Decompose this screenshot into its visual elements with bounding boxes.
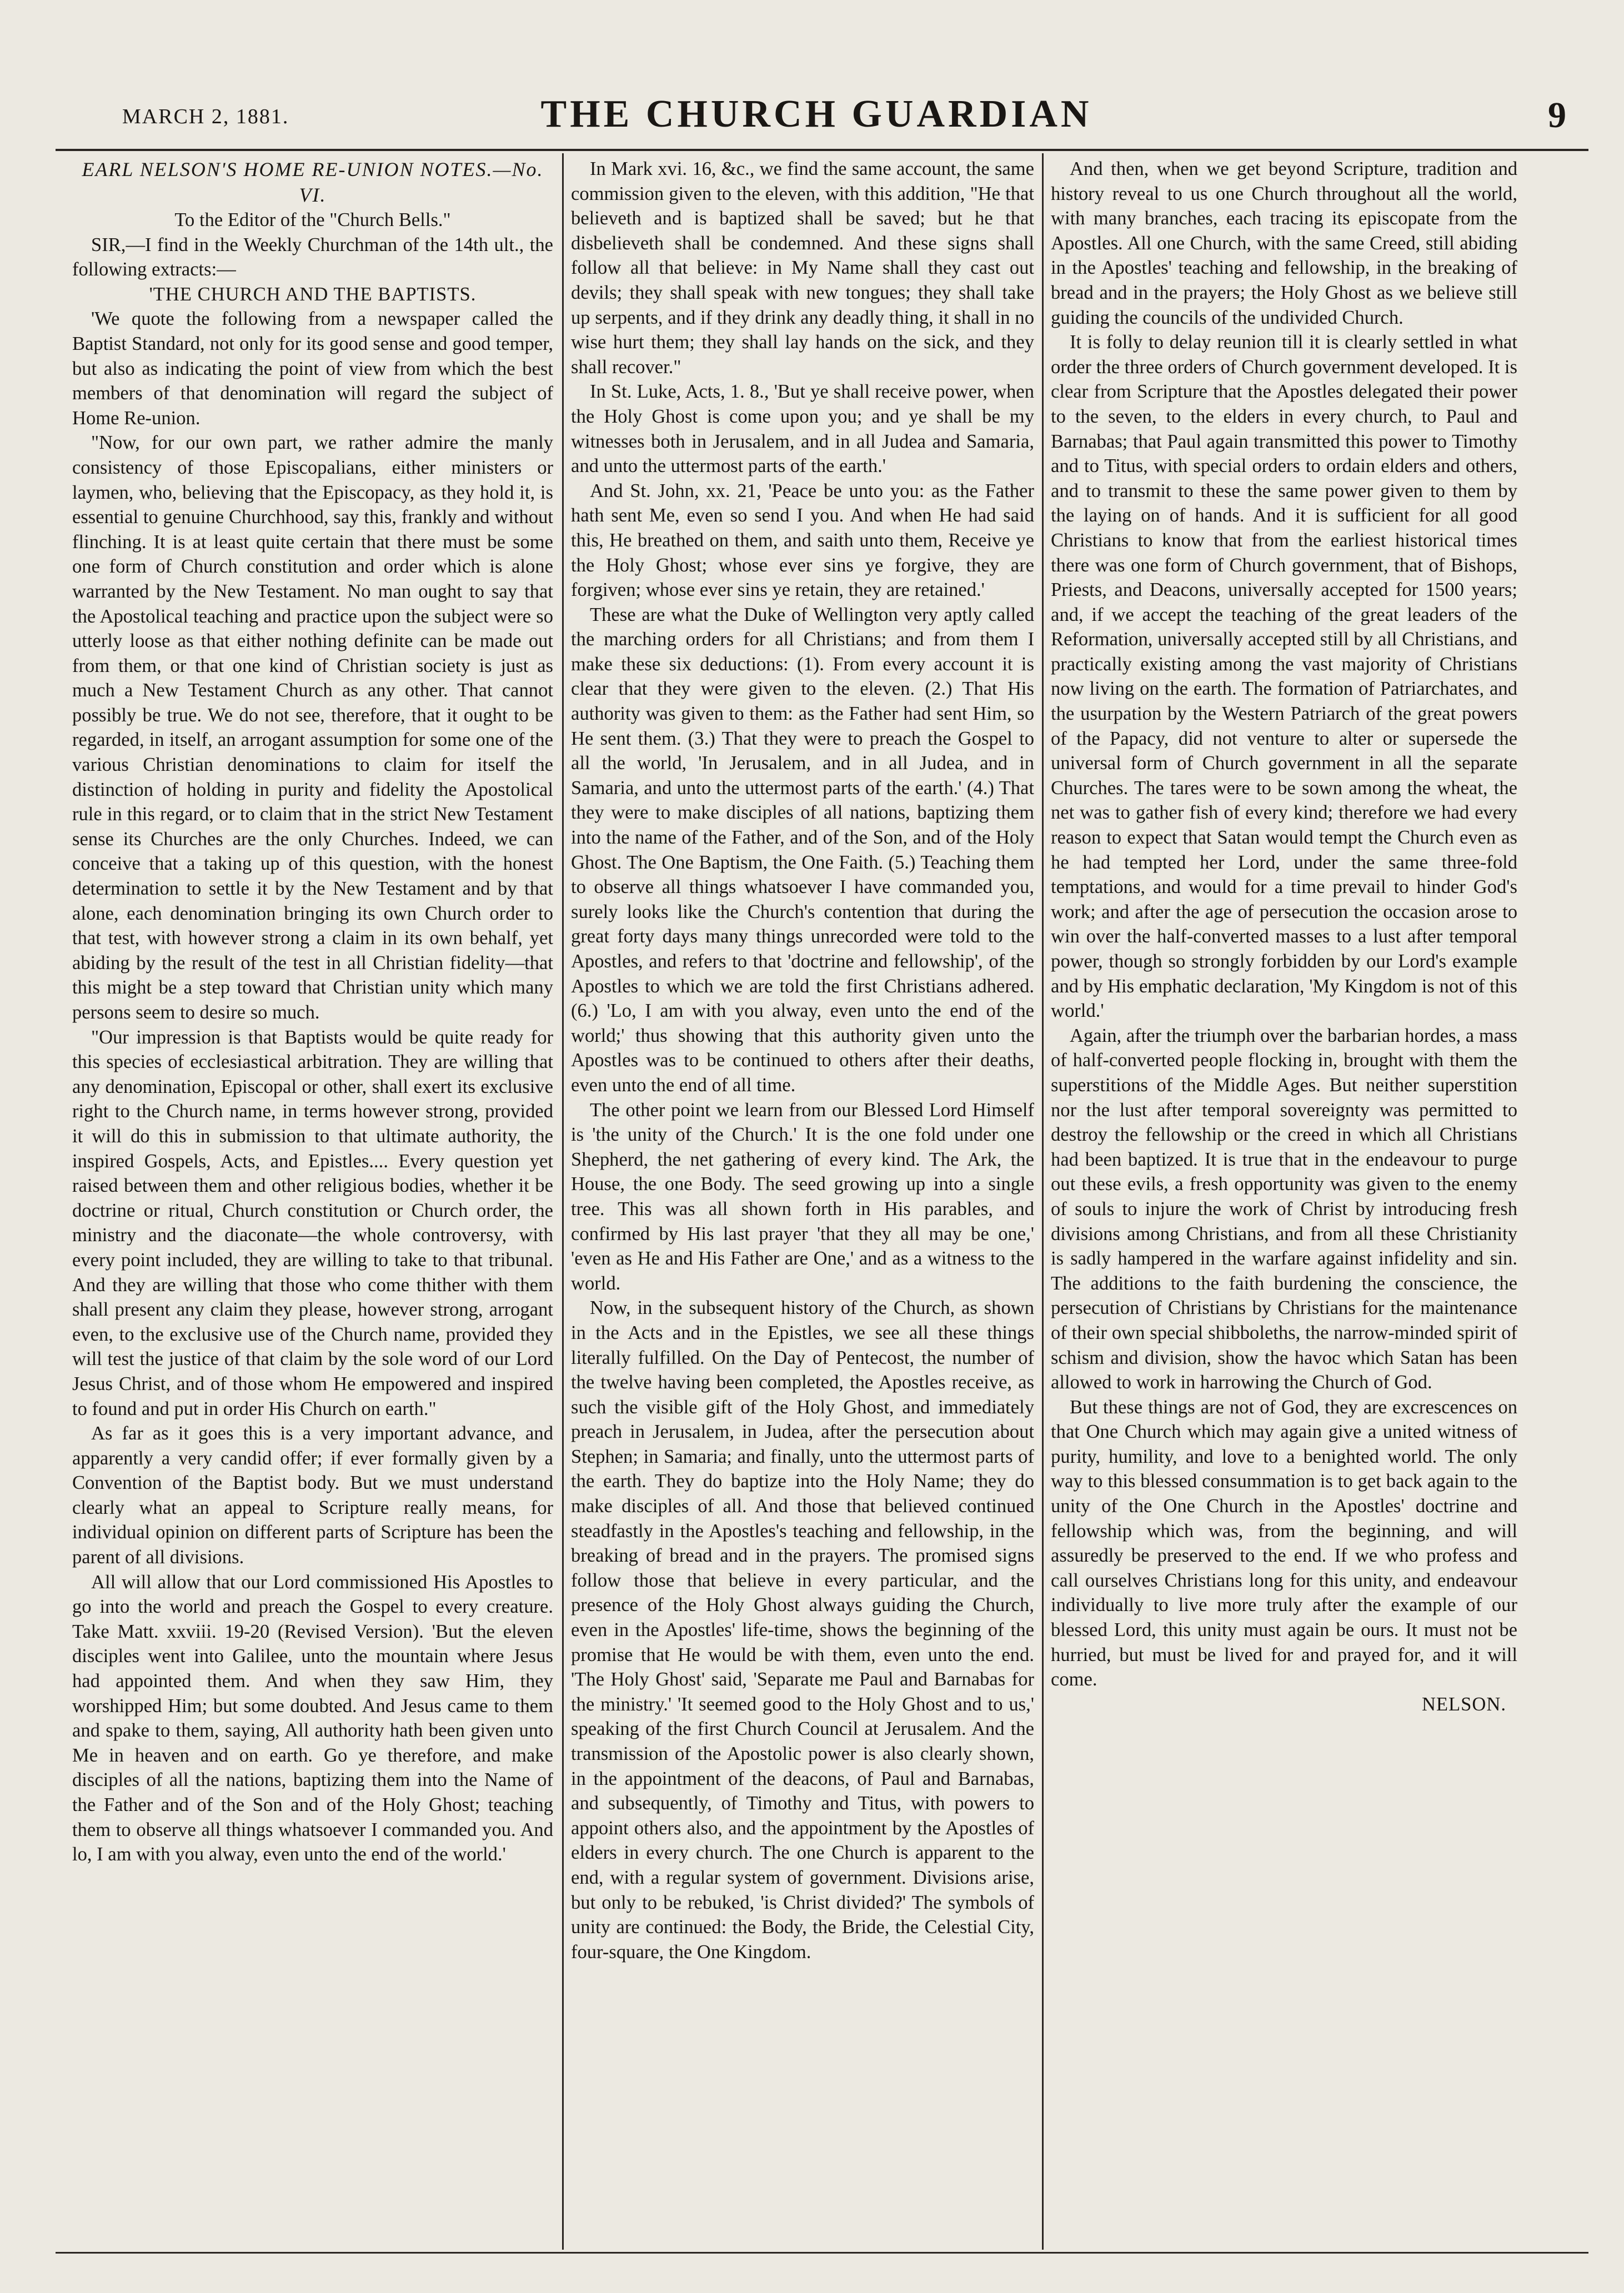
paragraph: In St. Luke, Acts, 1. 8., 'But ye shall receive power, when the Holy Ghost is come upon you; and ye shall be my witnesses both in Jerusalem, and in all Judea and Samaria, and unto the uttermost parts of the earth.' — [571, 381, 1034, 477]
paragraph: It is folly to delay reunion till it is clearly settled in what order the three orders of Church government developed. It is clear from Scripture that the Apostles delegated their power to the seven, to the elders in every church, to Paul and Barnabas; that Paul again transmitted this power to Timothy and to Titus, with special orders to ordain elders and others, and to transmit to these the same power given to them by the laying on of hands. And it is sufficient for all good Christians to know that from the earliest historical times there was one form of Church government, that of Bishops, Priests, and Deacons, universally accepted for 1500 years; and, if we accept the teaching of the great leaders of the Reformation, universally accepted still by all Christians, and practically existing among the vast majority of Christians now living on the earth. The formation of Patriarchates, and the usurpation by the Western Patriarch of the great powers of the Papacy, did not venture to alter or supersede the universal form of Church government in all the separate Churches. The tares were to be sown among the wheat, the net was to gather fish of every kind; therefore we had every reason to expect that Satan would tempt the Church even as he had tempted her Lord, under the same three-fold temptations, and would for a time prevail to hinder God's work; and after the age of persecution the occasion arose to win over the half-converted masses to a lust after temporal power, though so strongly forbidden by our Lord's example and by His emphatic declaration, 'My Kingdom is not of this world.' — [1051, 332, 1517, 1022]
article-heading: EARL NELSON'S HOME RE-UNION NOTES.—No. VI. — [82, 158, 544, 206]
paragraph: And St. John, xx. 21, 'Peace be unto you: as the Father hath sent Me, even so send I you. And when He had said this, He breathed on them, and saith unto them, Receive ye the Holy Ghost; whose ever sins ye forgive, they are forgiven; whose ever sins ye retain, they are retained.' — [571, 480, 1034, 601]
signature: NELSON. — [1421, 1693, 1506, 1715]
paragraph: In Mark xvi. 16, &c., we find the same account, the same commission given to the eleven, with this addition, "He that believeth and is baptized shall be saved; but he that disbelieveth shall be condemned. And these signs shall follow all that believe: in My Name shall they cast out devils; they shall speak with new tongues; they shall take up serpents, and if they drink any deadly thing, it shall in no wise hurt them; they shall lay hands on the sick, and they shall recover." — [571, 158, 1034, 378]
paragraph: All will allow that our Lord commissioned His Apostles to go into the world and preach the Gospel to every creature. Take Matt. xxviii. 19-20 (Revised Version). 'But the eleven disciples went into Galilee, unto the mountain where Jesus had appointed them. And when they saw Him, they worshipped Him; but some doubted. And Jesus came to them and spake to them, saying, All authority hath been given unto Me in heaven and on earth. Go ye therefore, and make disciples of all the nations, baptizing them into the Name of the Father and of the Son and of the Holy Ghost; teaching them to observe all things whatsoever I commanded you. And lo, I am with you alway, even unto the end of the world.' — [72, 1571, 553, 1865]
paragraph: SIR,—I find in the Weekly Churchman of the 14th ult., the following extracts:— — [72, 234, 553, 280]
article-salutation: To the Editor of the "Church Bells." — [174, 209, 451, 230]
paragraph: Again, after the triumph over the barbarian hordes, a mass of half-converted people flocking in, brought with them the superstitions of the Middle Ages. But neither superstition nor the lust after temporal sovereignty was permitted to destroy the fellowship or the creed in which all Christians had been baptized. It is true that in the endeavour to purge out these evils, a fresh opportunity was given to the enemy of souls to injure the work of Christ by introducing fresh divisions among Christians, and from all these Christianity is sadly hampered in the warfare against infidelity and sin. The additions to the faith burdening the conscience, the persecution of Christians by Christians for the maintenance of their own special shibboleths, the narrow-minded spirit of schism and division, show the havoc which Satan has been allowed to work in harrowing the Church of God. — [1051, 1025, 1517, 1393]
newspaper-title: THE CHURCH GUARDIAN — [540, 93, 1092, 136]
issue-date: MARCH 2, 1881. — [122, 105, 289, 128]
paragraph: "Now, for our own part, we rather admire the manly consistency of those Episcopalians, either ministers or laymen, who, believing that the Episcopacy, as they hold it, is essential to genuine Churchhood, say this, frankly and without flinching. It is at least quite certain that there must be some one form of Church constitution and order which is alone warranted by the New Testament. No man ought to say that the Apostolical teaching and practice upon the subject were so utterly loose as that either nothing definite can be made out from them, or that one kind of Christian society is just as much a New Testament Church as any other. That cannot possibly be true. We do not see, therefore, that it ought to be regarded, in itself, an arrogant assumption for some one of the various Christian denominations to claim for itself the distinction of holding in purity and fidelity the Apostolical rule in this regard, or to claim that in the strict New Testament sense its Churches are the only Churches. Indeed, we can conceive that a taking up of this question, with the honest determination to settle it by the New Testament and by that alone, each denomination bringing its own Church order to that test, with however strong a claim in its own behalf, yet abiding by the result of the test in all Christian fidelity—that this might be a step toward that Christian unity which many persons seem to desire so much. — [72, 432, 553, 1023]
paragraph: As far as it goes this is a very important advance, and apparently a very candid offer; if ever formally given by a Convention of the Baptist body. But we must understand clearly what an appeal to Scripture really means, for individual opinion on different parts of Scripture has been the parent of all divisions. — [72, 1423, 553, 1568]
paragraph: 'We quote the following from a newspaper called the Baptist Standard, not only for its good sense and good temper, but also as indicating the point of view from which the best members of that denomination will regard the subject of Home Re-union. — [72, 308, 553, 429]
column-divider — [1042, 153, 1044, 2250]
page-number: 9 — [1548, 95, 1566, 136]
paragraph: But these things are not of God, they are excrescences on that One Church which may again give a united witness of purity, humility, and love to a benighted world. The only way to this blessed consummation is to get back again to the unity of the One Church in the Apostles' doctrine and fellowship which was, from the beginning, and will assuredly be preserved to the end. If we who profess and call ourselves Christians long for this unity, and endeavour individually to live more truly after the example of our blessed Lord, this unity must again be ours. It must not be hurried, but must be lived for and prayed for, and it will come. — [1051, 1396, 1517, 1690]
page-bottom-rule — [56, 2252, 1588, 2254]
masthead-rule — [56, 149, 1588, 151]
column-2 — [571, 157, 1034, 2250]
masthead — [44, 89, 1588, 150]
paragraph: The other point we learn from our Blessed Lord Himself is 'the unity of the Church.' It is the one fold under one Shepherd, the net gathering of every kind. The Ark, the House, the one Body. The seed growing up into a single tree. This was all shown forth in His parables, and confirmed by His last prayer 'that they all may be one,' 'even as He and His Father are One,' and as a witness to the world. — [571, 1099, 1034, 1294]
paragraph: Now, in the subsequent history of the Church, as shown in the Acts and in the Epistles, we see all these things literally fulfilled. On the Day of Pentecost, the number of the twelve having been completed, the Apostles receive, as such the visible gift of the Holy Ghost, and immediately preach in Jerusalem, in Judea, after the persecution about Stephen; in Samaria; and finally, unto the uttermost parts of the earth. They do baptize into the Holy Name; they do make disciples of all. And those that believed continued steadfastly in the Apostles's teaching and fellowship, in the breaking of bread and in the prayers. The promised signs follow those that believe in every particular, and the presence of the Holy Ghost always guiding the Church, even in the Apostles' life-time, shows the beginning of the promise that He would be with them, even unto the end. 'The Holy Ghost' said, 'Separate me Paul and Barnabas for the ministry.' 'It seemed good to the Holy Ghost and to us,' speaking of the first Church Council at Jerusalem. And the transmission of the Apostolic power is also clearly shown, in the appointment of the deacons, of Paul and Barnabas, and subsequently, of Timothy and Titus, with powers to appoint others also, and the appointment by the Apostles of elders in every church. The one Church is apparent to the end, with a regular system of government. Divisions arise, but only to be rebuked, 'is Christ divided?' The symbols of unity are continued: the Body, the Bride, the Celestial City, four-square, the One Kingdom. — [571, 1297, 1034, 1963]
paragraph: And then, when we get beyond Scripture, tradition and history reveal to us one Church throughout all the world, with many branches, each tracing its episcopate from the Apostles. All one Church, with the same Creed, still abiding in the Apostles' teaching and fellowship, in the breaking of bread and in the prayers; the Holy Ghost as we believe still guiding the councils of the undivided Church. — [1051, 158, 1517, 328]
paragraph: 'THE CHURCH AND THE BAPTISTS. — [149, 283, 477, 305]
column-3 — [1051, 157, 1517, 2250]
column-divider — [562, 153, 564, 2250]
paragraph: These are what the Duke of Wellington very aptly called the marching orders for all Christians; and from them I make these six deductions: (1). From every account it is clear that they were given to the eleven. (2.) That His authority was given to them: as the Father had sent Him, so He sent them. (3.) That they were to preach the Gospel to all the world, 'In Jerusalem, and in all Judea, and in Samaria, and unto the uttermost parts of the earth.' (4.) That they were to make disciples of all nations, baptizing them into the name of the Father, and of the Son, and of the Holy Ghost. The One Baptism, the One Faith. (5.) Teaching them to observe all things whatsoever I have commanded you, surely looks like the Church's contention that during the great forty days many things unrecorded were told to the Apostles, and refers to that 'doctrine and fellowship', of the Apostles to which we are told the first Christians adhered. (6.) 'Lo, I am with you alway, even unto the end of the world;' thus showing that this authority given unto the Apostles was to be continued to others after their deaths, even unto the end of all time. — [571, 604, 1034, 1096]
column-1 — [72, 157, 553, 2250]
paragraph: "Our impression is that Baptists would be quite ready for this species of ecclesiastical arbitration. They are willing that any denomination, Episcopal or other, shall exert its exclusive right to the Church name, in terms however strong, provided it will do this in submission to that ultimate authority, the inspired Gospels, Acts, and Epistles.... Every question yet raised between them and other religious bodies, whether it be doctrine or ritual, Church constitution or Church order, the ministry and the diaconate—the whole controversy, with every point included, they are willing to take to that tribunal. And they are willing that those who come thither with them shall present any claim they please, however strong, arrogant even, to the exclusive use of the Church name, provided they will test the justice of that claim by the sole word of our Lord Jesus Christ, and of those whom He empowered and inspired to found and put in order His Church on earth." — [72, 1026, 553, 1419]
